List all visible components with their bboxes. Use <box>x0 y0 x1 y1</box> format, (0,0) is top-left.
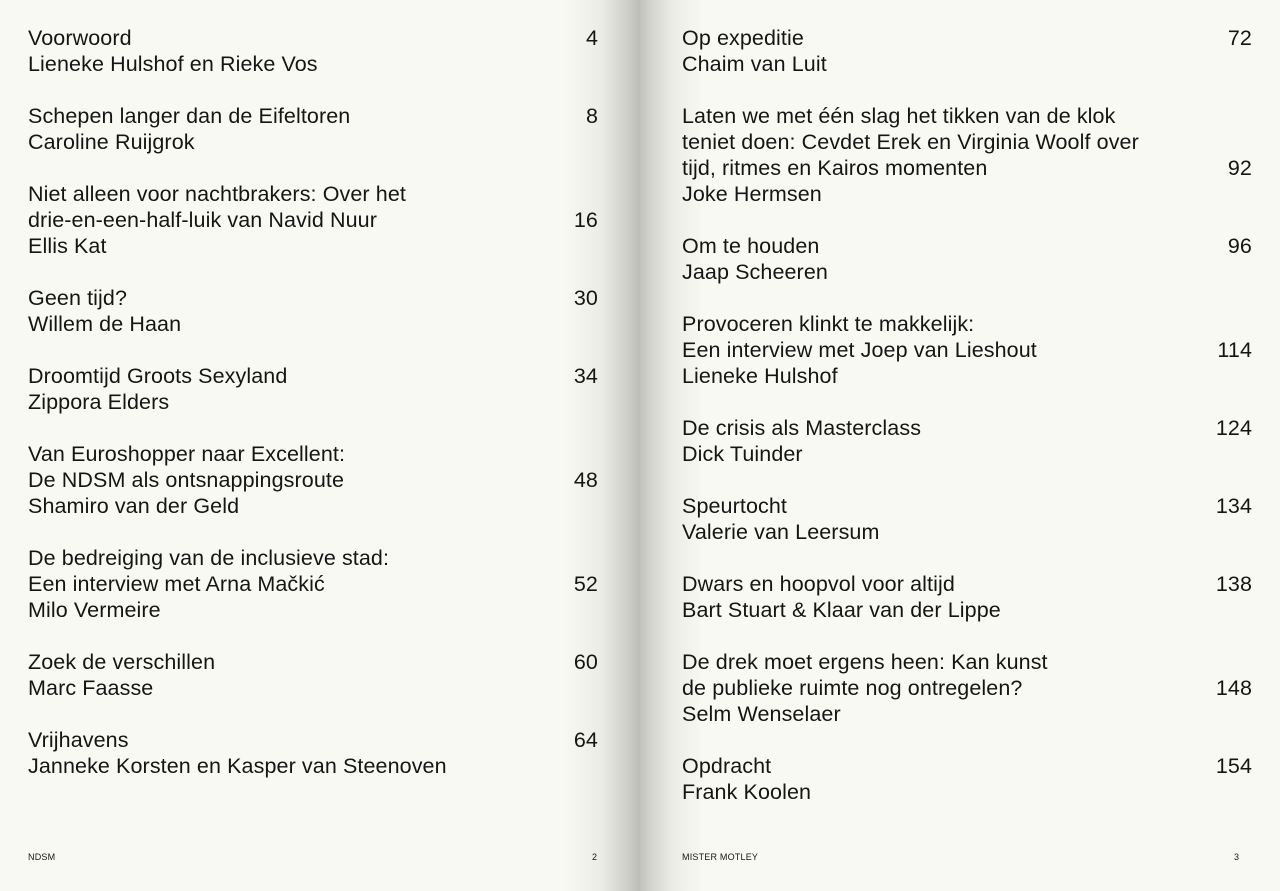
toc-entry <box>28 727 598 779</box>
toc-author: Ellis Kat <box>28 234 107 258</box>
toc-author: Frank Koolen <box>682 780 812 804</box>
toc-entry <box>682 415 1252 467</box>
toc-title-line <box>682 675 1252 701</box>
toc-title-text: Van Euroshopper naar Excellent: <box>28 442 346 466</box>
toc-title-line <box>28 285 598 311</box>
toc-title-line <box>682 155 1252 181</box>
toc-title-line <box>28 727 598 753</box>
toc-title-line <box>682 25 1252 51</box>
toc-title-line <box>28 363 598 389</box>
toc-title-line <box>28 467 598 493</box>
toc-entry <box>682 753 1252 805</box>
toc-author: Marc Faasse <box>28 676 154 700</box>
toc-title-line <box>28 25 598 51</box>
toc-author: Jaap Scheeren <box>682 260 828 284</box>
toc-author: Selm Wenselaer <box>682 702 841 726</box>
toc-entry <box>28 441 598 519</box>
toc-title-text: Provoceren klinkt te makkelijk: <box>682 312 975 336</box>
toc-author: Lieneke Hulshof en Rieke Vos <box>28 52 318 76</box>
toc-page-number: 48 <box>573 468 598 492</box>
toc-entry <box>682 571 1252 623</box>
toc-title-text: Om te houden <box>682 234 820 258</box>
toc-entry <box>28 285 598 337</box>
toc-author: Dick Tuinder <box>682 442 803 466</box>
toc-title-text: Geen tijd? <box>28 286 128 310</box>
footer-label-left: NDSM <box>28 852 56 862</box>
toc-title-text: Niet alleen voor nachtbrakers: Over het <box>28 182 406 206</box>
toc-entry <box>28 363 598 415</box>
toc-title-text: Opdracht <box>682 754 772 778</box>
toc-title-text: De crisis als Masterclass <box>682 416 922 440</box>
toc-page-number: 134 <box>1215 494 1252 518</box>
toc-author: Shamiro van der Geld <box>28 494 240 518</box>
toc-page-number: 16 <box>573 208 598 232</box>
toc-author: Lieneke Hulshof <box>682 364 838 388</box>
toc-title-text: Voorwoord <box>28 26 132 50</box>
footer-page-number-right: 3 <box>1234 852 1240 862</box>
toc-title-text: tijd, ritmes en Kairos momenten <box>682 156 988 180</box>
toc-page-number: 30 <box>573 286 598 310</box>
toc-page-number: 72 <box>1227 26 1252 50</box>
toc-entry <box>28 181 598 259</box>
toc-title-line <box>682 233 1252 259</box>
toc-title-text: De drek moet ergens heen: Kan kunst <box>682 650 1048 674</box>
toc-page-number: 92 <box>1227 156 1252 180</box>
toc-title-line <box>682 129 1252 155</box>
footer-page-number-left: 2 <box>592 852 598 862</box>
toc-page-number: 34 <box>573 364 598 388</box>
toc-title-line <box>682 649 1252 675</box>
toc-title-text: Dwars en hoopvol voor altijd <box>682 572 955 596</box>
toc-page-number: 154 <box>1215 754 1252 778</box>
toc-entry <box>28 649 598 701</box>
toc-title-line <box>682 415 1252 441</box>
toc-title-text: Droomtijd Groots Sexyland <box>28 364 288 388</box>
toc-title-text: Op expeditie <box>682 26 804 50</box>
toc-title-line <box>28 181 598 207</box>
toc-entry <box>28 25 598 77</box>
toc-author: Janneke Korsten en Kasper van Steenoven <box>28 754 447 778</box>
toc-title-text: De bedreiging van de inclusieve stad: <box>28 546 390 570</box>
toc-entry <box>28 545 598 623</box>
toc-page-number: 114 <box>1217 338 1252 362</box>
toc-title-text: Een interview met Arna Mačkić <box>28 572 325 596</box>
toc-page-number: 96 <box>1227 234 1252 258</box>
toc-title-line <box>28 649 598 675</box>
toc-page-number: 60 <box>573 650 598 674</box>
toc-author: Chaim van Luit <box>682 52 827 76</box>
toc-page-number: 8 <box>585 104 598 128</box>
toc-title-text: teniet doen: Cevdet Erek en Virginia Woolf over <box>682 130 1139 154</box>
toc-title-text: Schepen langer dan de Eifeltoren <box>28 104 351 128</box>
toc-entry <box>682 25 1252 77</box>
toc-author: Caroline Ruijgrok <box>28 130 195 154</box>
right-page <box>640 0 1280 891</box>
toc-title-line <box>28 441 598 467</box>
toc-page-number: 4 <box>585 26 598 50</box>
toc-title-line <box>28 545 598 571</box>
toc-title-line <box>682 493 1252 519</box>
toc-title-text: Vrijhavens <box>28 728 129 752</box>
toc-title-line <box>682 103 1252 129</box>
toc-title-text: Laten we met één slag het tikken van de klok <box>682 104 1116 128</box>
toc-author: Bart Stuart & Klaar van der Lippe <box>682 598 1001 622</box>
toc-title-line <box>682 571 1252 597</box>
toc-title-line <box>682 311 1252 337</box>
toc-page-number: 64 <box>573 728 598 752</box>
toc-page-number: 52 <box>573 572 598 596</box>
toc-entry <box>682 649 1252 727</box>
toc-title-text: Speurtocht <box>682 494 787 518</box>
toc-title-text: Een interview met Joep van Lieshout <box>682 338 1037 362</box>
toc-entry <box>682 233 1252 285</box>
toc-entry <box>682 103 1252 207</box>
toc-author: Zippora Elders <box>28 390 170 414</box>
toc-title-text: drie-en-een-half-luik van Navid Nuur <box>28 208 377 232</box>
toc-page-number: 124 <box>1215 416 1252 440</box>
toc-title-text: Zoek de verschillen <box>28 650 216 674</box>
table-of-contents-left <box>28 25 598 805</box>
toc-title-text: de publieke ruimte nog ontregelen? <box>682 676 1023 700</box>
toc-entry <box>682 493 1252 545</box>
toc-title-line <box>682 753 1252 779</box>
table-of-contents-right <box>682 25 1252 831</box>
toc-author: Joke Hermsen <box>682 182 822 206</box>
toc-title-text: De NDSM als ontsnappingsroute <box>28 468 345 492</box>
toc-author: Valerie van Leersum <box>682 520 880 544</box>
toc-title-line <box>28 207 598 233</box>
toc-page-number: 138 <box>1215 572 1252 596</box>
toc-title-line <box>28 103 598 129</box>
toc-entry <box>28 103 598 155</box>
footer-label-right: MISTER MOTLEY <box>682 852 759 862</box>
toc-title-line <box>682 337 1252 363</box>
toc-author: Willem de Haan <box>28 312 182 336</box>
toc-entry <box>682 311 1252 389</box>
toc-author: Milo Vermeire <box>28 598 161 622</box>
toc-page-number: 148 <box>1215 676 1252 700</box>
toc-title-line <box>28 571 598 597</box>
